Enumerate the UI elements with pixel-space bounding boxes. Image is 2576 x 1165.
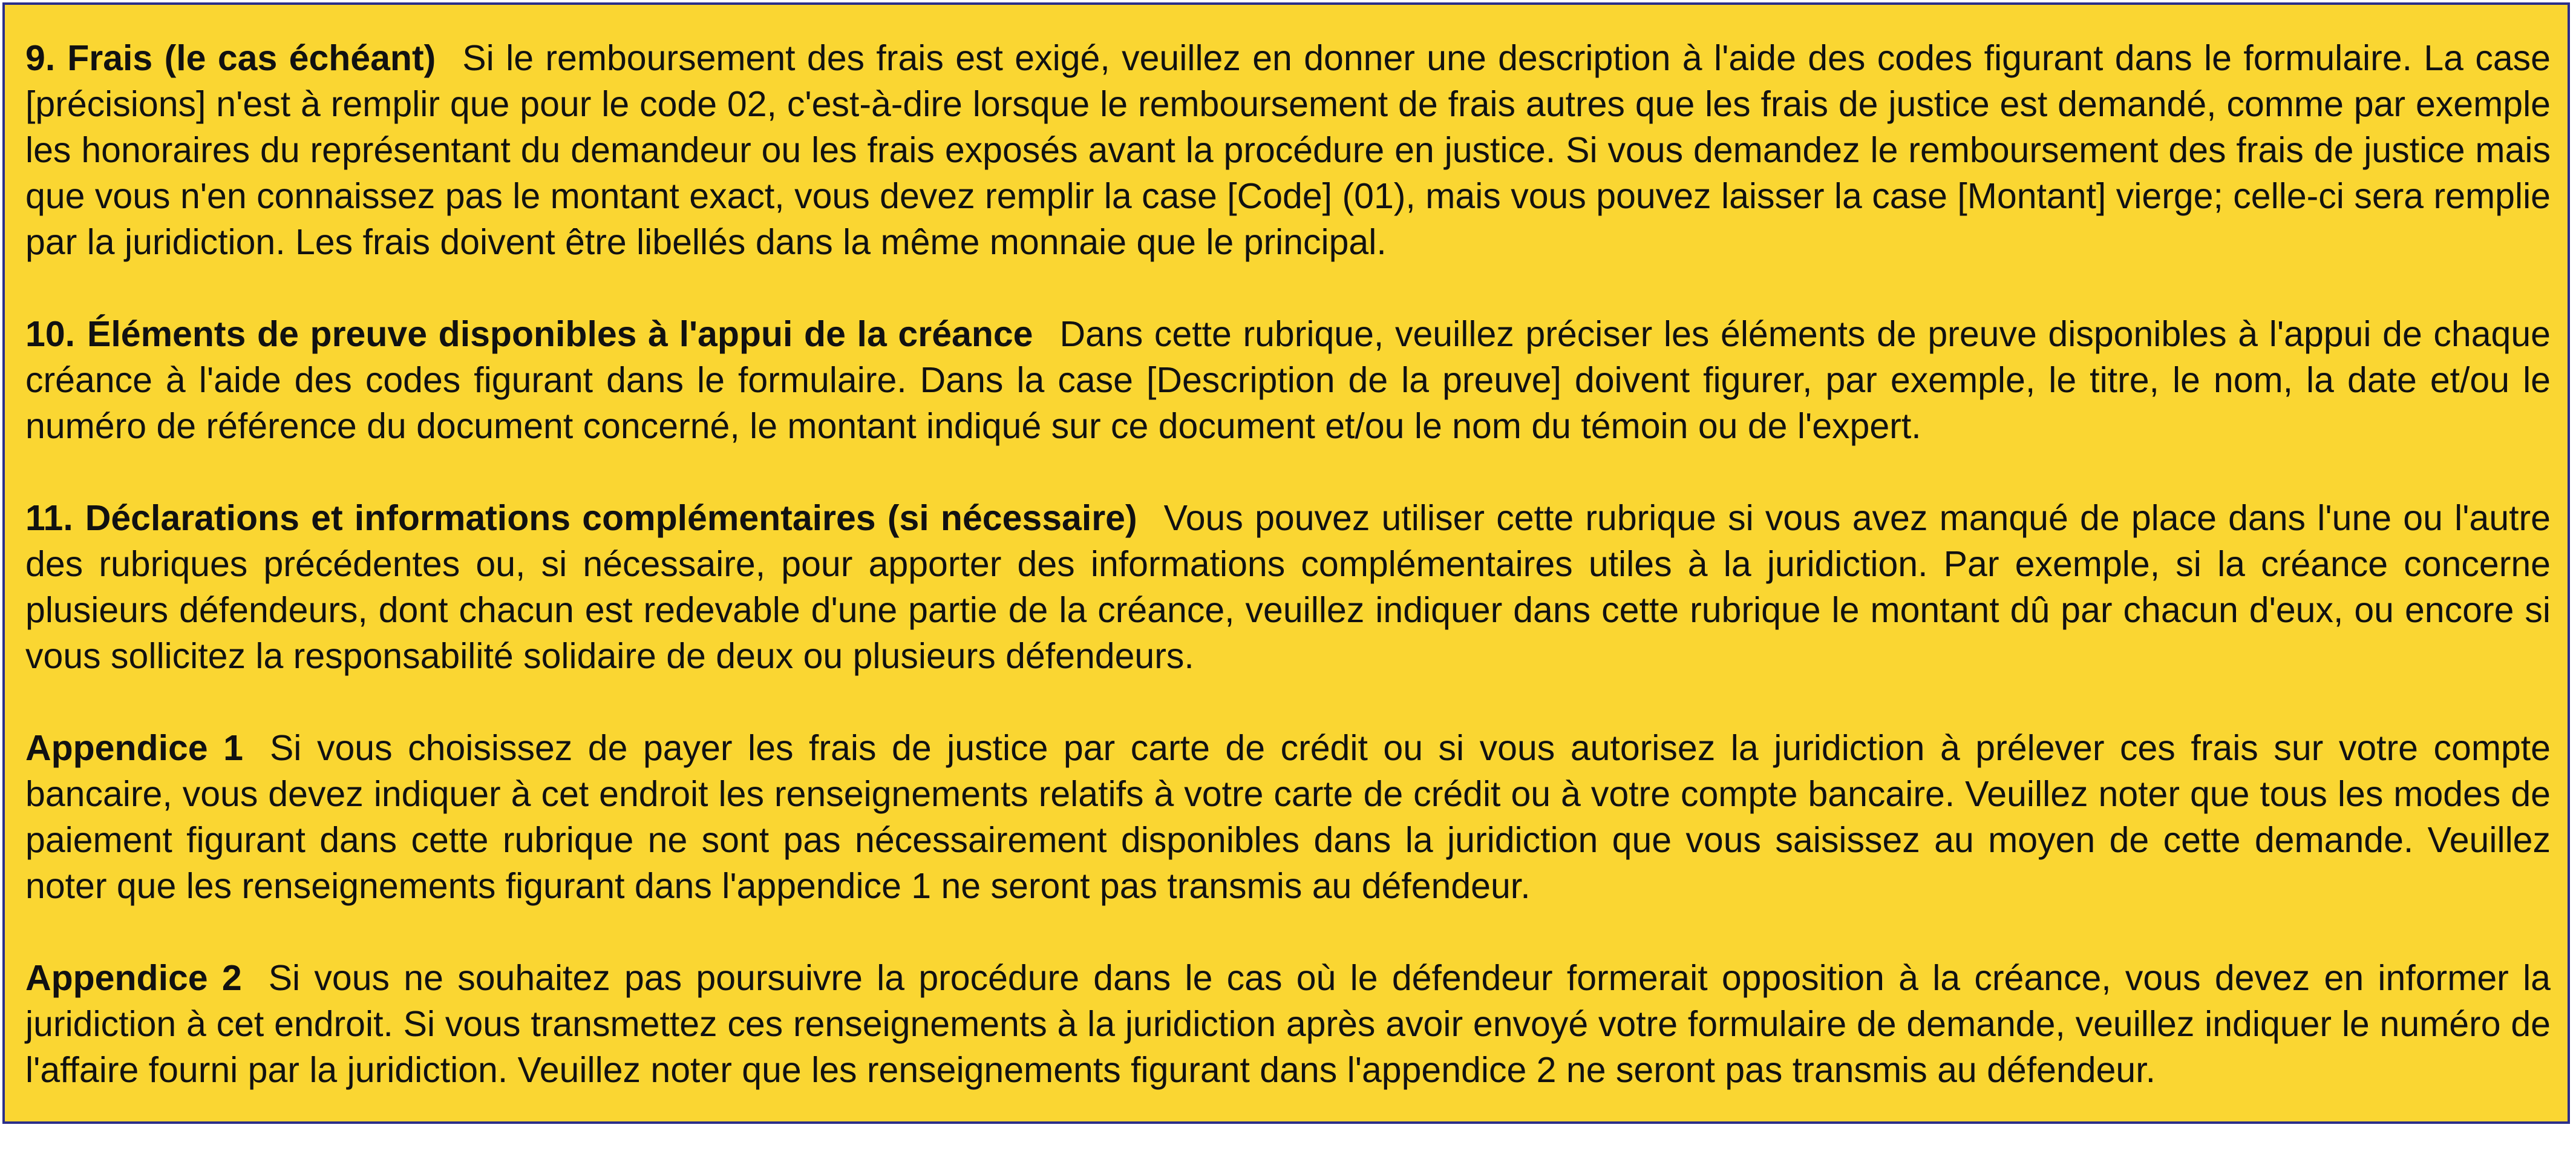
- section-heading: Déclarations et informations complémentaires (si nécessaire): [85, 498, 1137, 538]
- section-body: Vous pouvez utiliser cette rubrique si vous avez manqué de place dans l'une ou l'autre des rubriques précédentes ou, si nécessaire, pour apporter des informations complémentaires utiles à la juridiction. Par exemple, si la créance concerne plusieurs défendeurs, dont chacun est redevable d'une partie de la créance, veuillez indiquer dans cette rubrique le montant dû par chacun d'eux, ou encore si vous sollicitez la responsabilité solidaire de deux ou plusieurs défendeurs.: [25, 498, 2551, 676]
- section-heading: Éléments de preuve disponibles à l'appui de la créance: [87, 314, 1033, 354]
- section-appendix-1: [25, 725, 2551, 909]
- section-number: 11.: [25, 498, 73, 538]
- section-heading: Frais (le cas échéant): [67, 38, 436, 78]
- section-number: 10.: [25, 314, 76, 354]
- section-body: Si vous choisissez de payer les frais de justice par carte de crédit ou si vous autorisez la juridiction à prélever ces frais sur votre compte bancaire, vous devez indiquer à cet endroit les renseignements relatifs à votre carte de crédit ou à votre compte bancaire. Veuillez noter que tous les modes de paiement figurant dans cette rubrique ne sont pas nécessairement disponibles dans la juridiction que vous saisissez au moyen de cette demande. Veuillez noter que les renseignements figurant dans l'appendice 1 ne seront pas transmis au défendeur.: [25, 728, 2551, 906]
- instructions-panel: [2, 2, 2570, 1124]
- section-heading: Appendice 1: [25, 728, 243, 768]
- section-appendix-2: [25, 955, 2551, 1093]
- section-9-costs: [25, 35, 2551, 265]
- section-heading: Appendice 2: [25, 958, 242, 998]
- section-11-declarations: [25, 495, 2551, 679]
- section-number: 9.: [25, 38, 56, 78]
- section-body: Dans cette rubrique, veuillez préciser les éléments de preuve disponibles à l'appui de chaque créance à l'aide des codes figurant dans le formulaire. Dans la case [Description de la preuve] doivent figurer, par exemple, le titre, le nom, la date et/ou le numéro de référence du document concerné, le montant indiqué sur ce document et/ou le nom du témoin ou de l'expert.: [25, 314, 2551, 446]
- section-10-evidence: [25, 311, 2551, 449]
- section-body: Si le remboursement des frais est exigé, veuillez en donner une description à l'aide des codes figurant dans le formulaire. La case [précisions] n'est à remplir que pour le code 02, c'est-à-dire lorsque le remboursement de frais autres que les frais de justice est demandé, comme par exemple les honoraires du représentant du demandeur ou les frais exposés avant la procédure en justice. Si vous demandez le remboursement des frais de justice mais que vous n'en connaissez pas le montant exact, vous devez remplir la case [Code] (01), mais vous pouvez laisser la case [Montant] vierge; celle-ci sera remplie par la juridiction. Les frais doivent être libellés dans la même monnaie que le principal.: [25, 38, 2551, 262]
- section-body: Si vous ne souhaitez pas poursuivre la procédure dans le cas où le défendeur formerait opposition à la créance, vous devez en informer la juridiction à cet endroit. Si vous transmettez ces renseignements à la juridiction après avoir envoyé votre formulaire de demande, veuillez indiquer le numéro de l'affaire fourni par la juridiction. Veuillez noter que les renseignements figurant dans l'appendice 2 ne seront pas transmis au défendeur.: [25, 958, 2551, 1090]
